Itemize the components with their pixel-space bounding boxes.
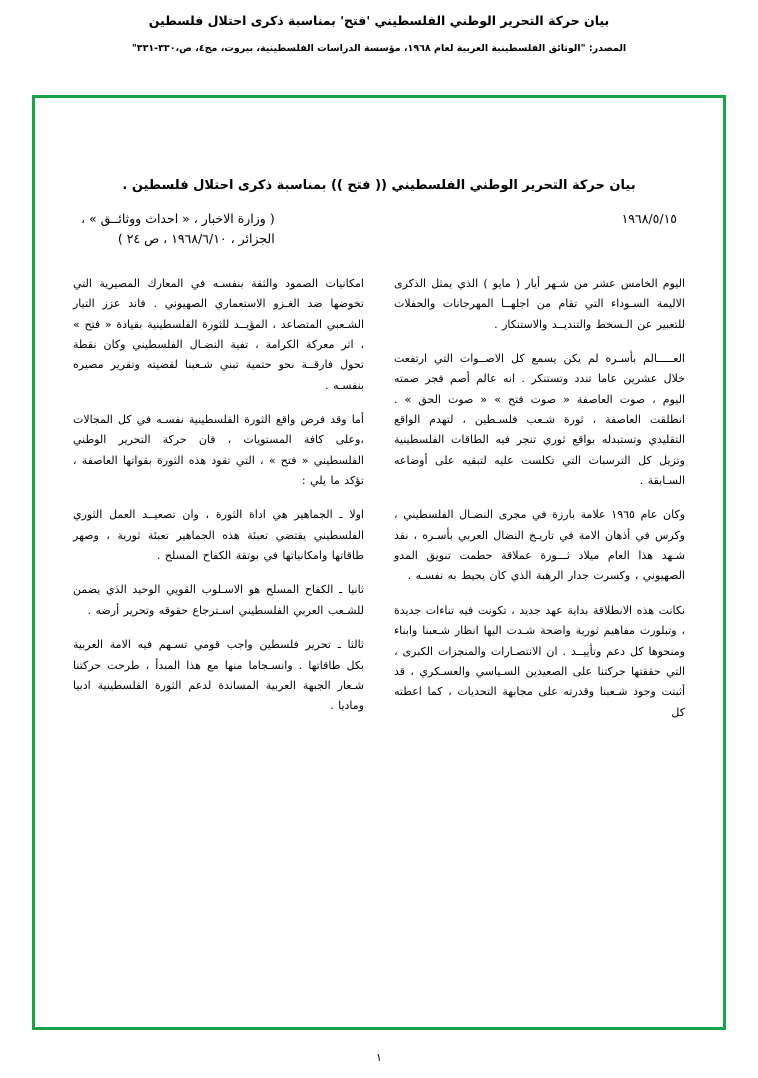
document-body bbox=[73, 136, 685, 1017]
document-title: بيان حركة التحرير الوطني الفلسطيني 'فتح' بمناسبة ذكرى احتلال فلسطين bbox=[148, 13, 610, 28]
paragraph: امكانيات الصمود والثقة بنفسـه في المعارك المصيرية التي تخوضها ضد الغـزو الاستعماري الصهيوني . فاند عزز التيار الشـعبي المتصاعد ، المؤيــد للثورة الفلسطينية بقيادة « فتح » ، اثر معركة الكرامة ، تفية النضـال الفلسطيني وكان نقطة تحول فارقــة نحو حتمية تبني شـعبنا لقضيته وتقرير مصيره بنفسـه . bbox=[73, 277, 364, 392]
paragraph: اولا ـ الجماهير هي اداة الثورة ، وان تصعيــد العمل الثوري الفلسطيني يقتضي تعبئة هذه الجماهير تعبئة ثورية ، وصهر طاقاتها وامكانياتها في بوتقة الكفاح المسلح . bbox=[73, 508, 364, 563]
column-right bbox=[394, 263, 685, 737]
statement-heading: بيان حركة التحرير الوطني الفلسطيني (( فتح )) بمناسبة ذكرى احتلال فلسطين . bbox=[122, 178, 636, 193]
citation-line-2: الجزائر ، ١٩٦٨/٦/١٠ ، ص ٢٤ ) bbox=[117, 231, 275, 246]
paragraph: ثانيا ـ الكفاح المسلح هو الاسـلوب القويي الوحيد الذي يضمن للشـعب العربي الفلسطيني اسـترجاع حقوقه وتحرير أرضه . bbox=[73, 583, 364, 617]
page-number: ١ bbox=[376, 1051, 382, 1064]
column-left bbox=[73, 263, 364, 737]
statement-date: ١٩٦٨/٥/١٥ bbox=[621, 211, 677, 226]
text-columns bbox=[73, 263, 685, 737]
paragraph: أما وقد فرض واقع الثورة الفلسطينية نفسـه في كل المجالات ،وعلى كافة المستويات ، فان حركة التحرير الوطني الفلسطيني « فتح » ، التي تقود هذه الثورة بقواتها العاصفة ، تؤكد ما يلي : bbox=[73, 413, 364, 488]
paragraph: اليوم الخامس عشر من شـهر أيار ( مايو ) الذي يمثل الذكرى الاليمة السـوداء التي تقام من اجلهــا المهرجانات والحفلات للتعبير عن الـسخط والتنديــد والاستنكار . bbox=[394, 277, 685, 331]
statement-meta bbox=[73, 209, 685, 249]
paragraph: ثالثا ـ تحرير فلسطين واجب قومي تسـهم فيه الامة العربية بكل طاقاتها . وانسـجاما منها مع هذا المبدأ ، طرحت حركتنا شـعار الجبهة العربية المساندة لدعم الثورة الفلسطينية ادبيا وماديا . bbox=[73, 638, 364, 713]
paragraph: العـــــالم بأسـره لم يكن يسمع كل الاصــوات التي ارتفعت خلال عشرين عاما تندد وتستنكر . انه عالم أصم فجر صمته اليوم ، صوت العاصفة « صوت فتح » « صوت الحق » . انطلقت العاصفة ، ثورة شـعب فلسـطين ، لتهدم الواقع التقليدي وتستبدله بواقع ثوري تنجر فيه الطاقات الفلسطينية وتزيل كل الترسبات التي تكلست عليه لتبقيه على أوضاعه السـابقة . bbox=[394, 352, 685, 488]
paragraph: وكان عام ١٩٦٥ علامة بارزة في مجرى النضـال الفلسطيني ، وكرس في أذهان الامة في تاريـخ النضال العربي بأسـره ، نقد شـهد هذا العام ميلاد ثـــورة عملاقة حطمت تنويق المدو الصهيوني ، وكسرت جدار الرهبة الذي كان يحيط به نفسـه . bbox=[394, 508, 686, 583]
paragraph: نكانت هذه الانطلاقة بداية عهد جديد ، تكونت فيه تناءات جديدة ، وتبلورت مفاهيم ثورية واضحة شـدت اليها انظار شـعبنا وابناء ومنحوها كل دعم وتأييــد . ان الانتصـارات والمنجزات الكبرى ، التي حققتها حركتنا على الصعيدين السـياسي والعسـكري ، قد أثبتت وجود شـعبنا وقدرته على مجابهة التحديات ، كما اعطته كل bbox=[394, 603, 685, 719]
citation-line-1: ( وزارة الاخبار ، « احداث ووثائــق » ، bbox=[81, 211, 275, 226]
statement-citation bbox=[81, 209, 275, 249]
content-frame bbox=[32, 95, 726, 1030]
document-source: المصدر: "الوثائق الفلسطينية العربية لعام ١٩٦٨، مؤسسة الدراسات الفلسطينية، بيروت، مج٤، ص،٣٣٠-٣٣١" bbox=[131, 42, 627, 54]
page-header bbox=[0, 0, 758, 54]
